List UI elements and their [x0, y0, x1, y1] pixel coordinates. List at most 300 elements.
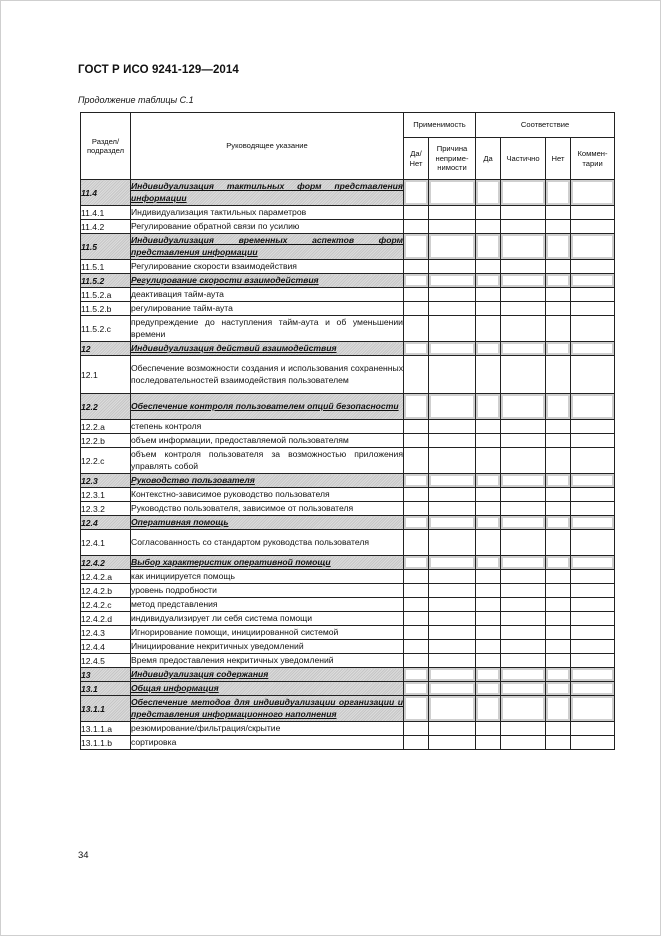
header-yes-no: Да/ Нет	[404, 138, 429, 180]
section-code: 12.4.1	[81, 530, 131, 556]
no-cell[interactable]	[546, 516, 571, 530]
applicable-cell[interactable]	[404, 420, 429, 434]
guidance-text: Обеспечение возможности создания и использования сохраненных последовательностей взаимодействия пользователем	[131, 356, 404, 394]
guidance-text: Обеспечение контроля пользователем опций безопасности	[131, 394, 404, 420]
reason-cell[interactable]	[429, 342, 476, 356]
comment-cell[interactable]	[571, 234, 615, 260]
reason-cell[interactable]	[429, 654, 476, 668]
table-row	[81, 260, 615, 274]
guidance-text: Согласованность со стандартом руководства пользователя	[131, 530, 404, 556]
guidance-text: Регулирование скорости взаимодействия	[131, 274, 404, 288]
reason-cell[interactable]	[429, 260, 476, 274]
yes-cell[interactable]	[476, 316, 501, 342]
guidance-text: Время предоставления некритичных уведомлений	[131, 654, 404, 668]
guidance-text: Игнорирование помощи, инициированной системой	[131, 626, 404, 640]
reason-cell[interactable]	[429, 180, 476, 206]
yes-cell[interactable]	[476, 598, 501, 612]
guidance-text: Оперативная помощь	[131, 516, 404, 530]
yes-cell[interactable]	[476, 342, 501, 356]
partial-cell[interactable]	[501, 488, 546, 502]
header-section: Раздел/ подраздел	[81, 113, 131, 180]
table-row	[81, 530, 615, 556]
yes-cell[interactable]	[476, 420, 501, 434]
partial-cell[interactable]	[501, 448, 546, 474]
no-cell[interactable]	[546, 220, 571, 234]
section-code: 12.4.3	[81, 626, 131, 640]
comment-cell[interactable]	[571, 260, 615, 274]
comment-cell[interactable]	[571, 434, 615, 448]
yes-cell[interactable]	[476, 626, 501, 640]
section-code: 11.5.2.b	[81, 302, 131, 316]
yes-cell[interactable]	[476, 612, 501, 626]
reason-cell[interactable]	[429, 234, 476, 260]
partial-cell[interactable]	[501, 394, 546, 420]
partial-cell[interactable]	[501, 302, 546, 316]
no-cell[interactable]	[546, 530, 571, 556]
partial-cell[interactable]	[501, 654, 546, 668]
no-cell[interactable]	[546, 556, 571, 570]
reason-cell[interactable]	[429, 274, 476, 288]
guidance-text: Инициирование некритичных уведомлений	[131, 640, 404, 654]
comment-cell[interactable]	[571, 342, 615, 356]
comment-cell[interactable]	[571, 274, 615, 288]
partial-cell[interactable]	[501, 516, 546, 530]
comment-cell[interactable]	[571, 570, 615, 584]
header-yes: Да	[476, 138, 501, 180]
applicable-cell[interactable]	[404, 640, 429, 654]
comment-cell[interactable]	[571, 502, 615, 516]
applicable-cell[interactable]	[404, 448, 429, 474]
comment-cell[interactable]	[571, 530, 615, 556]
applicable-cell[interactable]	[404, 288, 429, 302]
header-reason: Причина неприме- нимости	[429, 138, 476, 180]
comment-cell[interactable]	[571, 288, 615, 302]
applicable-cell[interactable]	[404, 302, 429, 316]
section-code: 12.4.2.c	[81, 598, 131, 612]
table-row	[81, 394, 615, 420]
guidance-text: деактивация тайм-аута	[131, 288, 404, 302]
applicable-cell[interactable]	[404, 356, 429, 394]
reason-cell[interactable]	[429, 488, 476, 502]
table-row	[81, 342, 615, 356]
table-row	[81, 234, 615, 260]
no-cell[interactable]	[546, 722, 571, 736]
guidance-text: как инициируется помощь	[131, 570, 404, 584]
applicable-cell[interactable]	[404, 434, 429, 448]
yes-cell[interactable]	[476, 288, 501, 302]
applicable-cell[interactable]	[404, 668, 429, 682]
section-code: 13.1.1	[81, 696, 131, 722]
partial-cell[interactable]	[501, 274, 546, 288]
applicable-cell[interactable]	[404, 722, 429, 736]
partial-cell[interactable]	[501, 356, 546, 394]
partial-cell[interactable]	[501, 474, 546, 488]
header-conformance: Соответствие	[476, 113, 615, 138]
section-code: 12.3.2	[81, 502, 131, 516]
guidance-text: Регулирование обратной связи по усилию	[131, 220, 404, 234]
reason-cell[interactable]	[429, 530, 476, 556]
comment-cell[interactable]	[571, 316, 615, 342]
table-row	[81, 556, 615, 570]
comment-cell[interactable]	[571, 356, 615, 394]
applicable-cell[interactable]	[404, 206, 429, 220]
no-cell[interactable]	[546, 448, 571, 474]
reason-cell[interactable]	[429, 682, 476, 696]
section-code: 12.4.2.a	[81, 570, 131, 584]
yes-cell[interactable]	[476, 274, 501, 288]
applicable-cell[interactable]	[404, 612, 429, 626]
applicable-cell[interactable]	[404, 180, 429, 206]
table-row	[81, 434, 615, 448]
yes-cell[interactable]	[476, 302, 501, 316]
partial-cell[interactable]	[501, 502, 546, 516]
comment-cell[interactable]	[571, 668, 615, 682]
no-cell[interactable]	[546, 302, 571, 316]
reason-cell[interactable]	[429, 474, 476, 488]
section-code: 11.4	[81, 180, 131, 206]
guidance-text: уровень подробности	[131, 584, 404, 598]
no-cell[interactable]	[546, 502, 571, 516]
applicable-cell[interactable]	[404, 530, 429, 556]
applicable-cell[interactable]	[404, 474, 429, 488]
no-cell[interactable]	[546, 180, 571, 206]
reason-cell[interactable]	[429, 584, 476, 598]
reason-cell[interactable]	[429, 394, 476, 420]
section-code: 13.1.1.a	[81, 722, 131, 736]
reason-cell[interactable]	[429, 570, 476, 584]
reason-cell[interactable]	[429, 556, 476, 570]
table-row	[81, 316, 615, 342]
yes-cell[interactable]	[476, 488, 501, 502]
yes-cell[interactable]	[476, 502, 501, 516]
no-cell[interactable]	[546, 260, 571, 274]
table-row	[81, 288, 615, 302]
page-number: 34	[78, 850, 89, 861]
no-cell[interactable]	[546, 626, 571, 640]
partial-cell[interactable]	[501, 342, 546, 356]
guidance-text: Индивидуализация временных аспектов форм представления информации	[131, 234, 404, 260]
comment-cell[interactable]	[571, 448, 615, 474]
yes-cell[interactable]	[476, 180, 501, 206]
partial-cell[interactable]	[501, 626, 546, 640]
applicable-cell[interactable]	[404, 598, 429, 612]
guidance-text: объем контроля пользователя за возможностью приложения управлять собой	[131, 448, 404, 474]
reason-cell[interactable]	[429, 612, 476, 626]
partial-cell[interactable]	[501, 530, 546, 556]
yes-cell[interactable]	[476, 556, 501, 570]
guidance-text: метод представления	[131, 598, 404, 612]
section-code: 11.4.1	[81, 206, 131, 220]
reason-cell[interactable]	[429, 722, 476, 736]
header-comments: Коммен- тарии	[571, 138, 615, 180]
table-row	[81, 696, 615, 722]
no-cell[interactable]	[546, 274, 571, 288]
partial-cell[interactable]	[501, 420, 546, 434]
no-cell[interactable]	[546, 668, 571, 682]
comment-cell[interactable]	[571, 640, 615, 654]
no-cell[interactable]	[546, 736, 571, 750]
applicable-cell[interactable]	[404, 234, 429, 260]
applicable-cell[interactable]	[404, 260, 429, 274]
guidance-text: степень контроля	[131, 420, 404, 434]
reason-cell[interactable]	[429, 640, 476, 654]
guidance-text: Регулирование скорости взаимодействия	[131, 260, 404, 274]
comment-cell[interactable]	[571, 556, 615, 570]
partial-cell[interactable]	[501, 206, 546, 220]
yes-cell[interactable]	[476, 234, 501, 260]
comment-cell[interactable]	[571, 736, 615, 750]
reason-cell[interactable]	[429, 434, 476, 448]
table-row	[81, 356, 615, 394]
guidance-text: предупреждение до наступления тайм-аута и об уменьшении времени	[131, 316, 404, 342]
guidance-text: Индивидуализация действий взаимодействия	[131, 342, 404, 356]
table-row	[81, 570, 615, 584]
guidance-text: Контекстно-зависимое руководство пользователя	[131, 488, 404, 502]
partial-cell[interactable]	[501, 584, 546, 598]
table-continuation-caption: Продолжение таблицы С.1	[78, 95, 194, 105]
table-row	[81, 584, 615, 598]
applicable-cell[interactable]	[404, 394, 429, 420]
yes-cell[interactable]	[476, 570, 501, 584]
applicable-cell[interactable]	[404, 220, 429, 234]
applicable-cell[interactable]	[404, 274, 429, 288]
guidance-text: сортировка	[131, 736, 404, 750]
yes-cell[interactable]	[476, 220, 501, 234]
applicable-cell[interactable]	[404, 516, 429, 530]
comment-cell[interactable]	[571, 696, 615, 722]
section-code: 11.5	[81, 234, 131, 260]
reason-cell[interactable]	[429, 668, 476, 682]
no-cell[interactable]	[546, 206, 571, 220]
comment-cell[interactable]	[571, 474, 615, 488]
comment-cell[interactable]	[571, 612, 615, 626]
guidance-text: индивидуализирует ли себя система помощи	[131, 612, 404, 626]
reason-cell[interactable]	[429, 302, 476, 316]
guidance-text: Индивидуализация тактильных форм представления информации	[131, 180, 404, 206]
partial-cell[interactable]	[501, 220, 546, 234]
table-row	[81, 474, 615, 488]
section-code: 12.2	[81, 394, 131, 420]
applicable-cell[interactable]	[404, 570, 429, 584]
comment-cell[interactable]	[571, 722, 615, 736]
table-row	[81, 654, 615, 668]
partial-cell[interactable]	[501, 570, 546, 584]
yes-cell[interactable]	[476, 474, 501, 488]
partial-cell[interactable]	[501, 288, 546, 302]
no-cell[interactable]	[546, 420, 571, 434]
table-row	[81, 488, 615, 502]
partial-cell[interactable]	[501, 668, 546, 682]
partial-cell[interactable]	[501, 234, 546, 260]
yes-cell[interactable]	[476, 394, 501, 420]
applicable-cell[interactable]	[404, 584, 429, 598]
applicable-cell[interactable]	[404, 736, 429, 750]
yes-cell[interactable]	[476, 206, 501, 220]
partial-cell[interactable]	[501, 260, 546, 274]
comment-cell[interactable]	[571, 420, 615, 434]
comment-cell[interactable]	[571, 488, 615, 502]
applicable-cell[interactable]	[404, 488, 429, 502]
no-cell[interactable]	[546, 234, 571, 260]
no-cell[interactable]	[546, 640, 571, 654]
comment-cell[interactable]	[571, 584, 615, 598]
guidance-text: Руководство пользователя	[131, 474, 404, 488]
partial-cell[interactable]	[501, 180, 546, 206]
no-cell[interactable]	[546, 474, 571, 488]
no-cell[interactable]	[546, 394, 571, 420]
applicable-cell[interactable]	[404, 626, 429, 640]
no-cell[interactable]	[546, 598, 571, 612]
table-row	[81, 502, 615, 516]
partial-cell[interactable]	[501, 556, 546, 570]
comment-cell[interactable]	[571, 682, 615, 696]
section-code: 12.2.a	[81, 420, 131, 434]
applicable-cell[interactable]	[404, 696, 429, 722]
section-code: 12.2.c	[81, 448, 131, 474]
section-code: 11.5.2	[81, 274, 131, 288]
table-row	[81, 302, 615, 316]
guidance-text: резюмирование/фильтрация/скрытие	[131, 722, 404, 736]
section-code: 11.4.2	[81, 220, 131, 234]
guidance-text: регулирование тайм-аута	[131, 302, 404, 316]
reason-cell[interactable]	[429, 316, 476, 342]
no-cell[interactable]	[546, 682, 571, 696]
no-cell[interactable]	[546, 612, 571, 626]
yes-cell[interactable]	[476, 260, 501, 274]
document-title: ГОСТ Р ИСО 9241-129—2014	[78, 64, 239, 76]
section-code: 12.2.b	[81, 434, 131, 448]
comment-cell[interactable]	[571, 516, 615, 530]
applicable-cell[interactable]	[404, 556, 429, 570]
section-code: 11.5.2.a	[81, 288, 131, 302]
table-row	[81, 668, 615, 682]
yes-cell[interactable]	[476, 682, 501, 696]
yes-cell[interactable]	[476, 722, 501, 736]
yes-cell[interactable]	[476, 654, 501, 668]
reason-cell[interactable]	[429, 696, 476, 722]
reason-cell[interactable]	[429, 502, 476, 516]
partial-cell[interactable]	[501, 612, 546, 626]
section-code: 11.5.1	[81, 260, 131, 274]
partial-cell[interactable]	[501, 736, 546, 750]
table-row	[81, 448, 615, 474]
table-row	[81, 722, 615, 736]
partial-cell[interactable]	[501, 598, 546, 612]
partial-cell[interactable]	[501, 696, 546, 722]
guidance-text: Индивидуализация тактильных параметров	[131, 206, 404, 220]
no-cell[interactable]	[546, 288, 571, 302]
partial-cell[interactable]	[501, 722, 546, 736]
no-cell[interactable]	[546, 316, 571, 342]
section-code: 12	[81, 342, 131, 356]
section-code: 12.1	[81, 356, 131, 394]
partial-cell[interactable]	[501, 640, 546, 654]
comment-cell[interactable]	[571, 626, 615, 640]
applicable-cell[interactable]	[404, 316, 429, 342]
no-cell[interactable]	[546, 696, 571, 722]
table-row	[81, 220, 615, 234]
partial-cell[interactable]	[501, 682, 546, 696]
table-row	[81, 736, 615, 750]
reason-cell[interactable]	[429, 220, 476, 234]
partial-cell[interactable]	[501, 434, 546, 448]
applicable-cell[interactable]	[404, 342, 429, 356]
comment-cell[interactable]	[571, 394, 615, 420]
section-code: 12.4.2	[81, 556, 131, 570]
no-cell[interactable]	[546, 584, 571, 598]
guidance-text: Индивидуализация содержания	[131, 668, 404, 682]
yes-cell[interactable]	[476, 736, 501, 750]
section-code: 12.4.2.b	[81, 584, 131, 598]
yes-cell[interactable]	[476, 448, 501, 474]
applicable-cell[interactable]	[404, 502, 429, 516]
comment-cell[interactable]	[571, 180, 615, 206]
table-row	[81, 626, 615, 640]
header-no: Нет	[546, 138, 571, 180]
section-code: 12.4.5	[81, 654, 131, 668]
yes-cell[interactable]	[476, 640, 501, 654]
reason-cell[interactable]	[429, 448, 476, 474]
comment-cell[interactable]	[571, 206, 615, 220]
section-code: 12.4	[81, 516, 131, 530]
guidance-text: Обеспечение методов для индивидуализации организации и представления информационного наполнения	[131, 696, 404, 722]
comment-cell[interactable]	[571, 302, 615, 316]
reason-cell[interactable]	[429, 516, 476, 530]
table-row	[81, 274, 615, 288]
yes-cell[interactable]	[476, 434, 501, 448]
no-cell[interactable]	[546, 570, 571, 584]
applicable-cell[interactable]	[404, 682, 429, 696]
guidance-text: Общая информация	[131, 682, 404, 696]
yes-cell[interactable]	[476, 668, 501, 682]
reason-cell[interactable]	[429, 598, 476, 612]
yes-cell[interactable]	[476, 356, 501, 394]
comment-cell[interactable]	[571, 654, 615, 668]
no-cell[interactable]	[546, 654, 571, 668]
guidance-text: объем информации, предоставляемой пользователям	[131, 434, 404, 448]
no-cell[interactable]	[546, 434, 571, 448]
section-code: 12.4.2.d	[81, 612, 131, 626]
yes-cell[interactable]	[476, 696, 501, 722]
reason-cell[interactable]	[429, 206, 476, 220]
comment-cell[interactable]	[571, 598, 615, 612]
section-code: 13.1	[81, 682, 131, 696]
reason-cell[interactable]	[429, 288, 476, 302]
reason-cell[interactable]	[429, 626, 476, 640]
no-cell[interactable]	[546, 342, 571, 356]
header-partial: Частично	[501, 138, 546, 180]
header-guidance: Руководящее указание	[131, 113, 404, 180]
reason-cell[interactable]	[429, 356, 476, 394]
section-code: 13	[81, 668, 131, 682]
section-code: 12.3	[81, 474, 131, 488]
yes-cell[interactable]	[476, 516, 501, 530]
table-row	[81, 180, 615, 206]
table-row	[81, 206, 615, 220]
reason-cell[interactable]	[429, 736, 476, 750]
yes-cell[interactable]	[476, 584, 501, 598]
applicable-cell[interactable]	[404, 654, 429, 668]
table-row	[81, 640, 615, 654]
yes-cell[interactable]	[476, 530, 501, 556]
guidance-text: Выбор характеристик оперативной помощи	[131, 556, 404, 570]
no-cell[interactable]	[546, 356, 571, 394]
table-row	[81, 598, 615, 612]
comment-cell[interactable]	[571, 220, 615, 234]
no-cell[interactable]	[546, 488, 571, 502]
partial-cell[interactable]	[501, 316, 546, 342]
reason-cell[interactable]	[429, 420, 476, 434]
